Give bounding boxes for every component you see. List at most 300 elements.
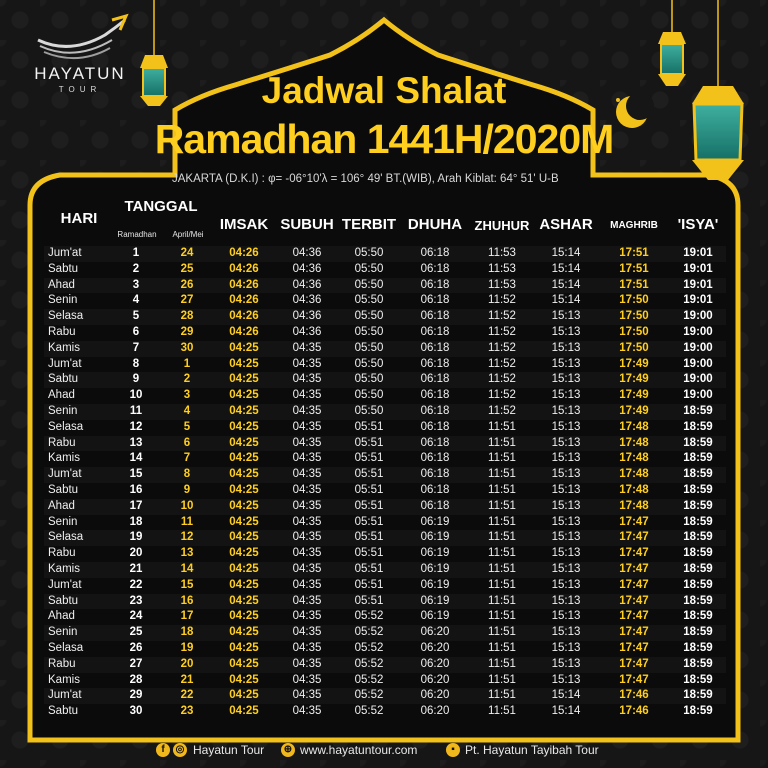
cell-maghrib: 17:49 — [619, 389, 649, 402]
cell-aprilmei: 5 — [183, 420, 191, 433]
cell-imsak: 04:25 — [229, 452, 259, 465]
table-row — [44, 325, 726, 341]
cell-ashar: 15:13 — [551, 531, 581, 544]
cell-maghrib: 17:47 — [619, 531, 649, 544]
header-terbit: TERBIT — [341, 216, 397, 233]
cell-hari: Ahad — [48, 278, 75, 291]
cell-terbit: 05:50 — [354, 405, 384, 417]
cell-zhuhur: 11:51 — [488, 563, 516, 575]
cell-imsak: 04:25 — [229, 420, 259, 433]
cell-hari: Rabu — [48, 436, 76, 449]
cell-terbit: 05:50 — [354, 262, 384, 275]
cell-ashar: 15:13 — [551, 626, 581, 639]
cell-zhuhur: 11:52 — [488, 405, 516, 417]
cell-hari: Sabtu — [48, 262, 79, 275]
cell-aprilmei: 30 — [180, 341, 194, 354]
cell-dhuha: 06:20 — [420, 673, 450, 686]
cell-ashar: 15:13 — [551, 310, 581, 323]
cell-dhuha: 06:18 — [420, 420, 450, 433]
cell-hari: Jum'at — [48, 578, 82, 591]
page-title: Jadwal Shalat — [261, 70, 507, 111]
cell-subuh: 04:36 — [292, 310, 322, 323]
cell-ramadhan: 13 — [129, 436, 143, 449]
cell-isya: 19:00 — [683, 373, 713, 386]
cell-subuh: 04:35 — [292, 436, 322, 449]
cell-dhuha: 06:18 — [420, 341, 450, 354]
cell-aprilmei: 7 — [183, 452, 191, 465]
cell-maghrib: 17:47 — [619, 578, 649, 591]
cell-hari: Ahad — [48, 610, 75, 623]
cell-isya: 18:59 — [683, 563, 713, 575]
cell-zhuhur: 11:51 — [488, 420, 516, 433]
cell-terbit: 05:50 — [354, 310, 384, 323]
cell-zhuhur: 11:53 — [488, 247, 516, 259]
cell-terbit: 05:52 — [354, 642, 384, 654]
cell-terbit: 05:51 — [354, 531, 384, 544]
table-row — [44, 578, 726, 594]
cell-subuh: 04:35 — [292, 341, 322, 354]
brand-sub: TOUR — [58, 85, 102, 94]
cell-isya: 18:59 — [683, 705, 713, 718]
cell-maghrib: 17:50 — [619, 310, 649, 323]
cell-hari: Senin — [48, 294, 78, 307]
cell-zhuhur: 11:51 — [488, 531, 516, 544]
cell-imsak: 04:25 — [229, 515, 259, 528]
table-row — [44, 357, 726, 373]
cell-maghrib: 17:50 — [619, 341, 649, 354]
instagram-icon: ◎ — [173, 743, 187, 757]
cell-aprilmei: 9 — [183, 484, 191, 496]
cell-terbit: 05:52 — [354, 657, 384, 670]
cell-ashar: 15:13 — [551, 452, 581, 465]
cell-ashar: 15:13 — [551, 468, 581, 481]
cell-imsak: 04:25 — [229, 689, 259, 702]
cell-ashar: 15:13 — [551, 515, 581, 528]
header-zhuhur: ZHUHUR — [474, 218, 530, 233]
cell-dhuha: 06:18 — [420, 484, 450, 496]
cell-isya: 18:59 — [683, 578, 713, 591]
cell-maghrib: 17:50 — [619, 294, 649, 307]
cell-subuh: 04:35 — [292, 705, 322, 718]
cell-maghrib: 17:48 — [619, 420, 649, 433]
table-row — [44, 372, 726, 388]
cell-subuh: 04:35 — [292, 626, 322, 639]
table-row — [44, 467, 726, 483]
cell-ashar: 15:13 — [551, 610, 581, 623]
cell-maghrib: 17:47 — [619, 673, 649, 686]
cell-imsak: 04:25 — [229, 626, 259, 639]
table-row — [44, 515, 726, 531]
cell-ashar: 15:14 — [551, 705, 581, 718]
cell-isya: 18:59 — [683, 531, 713, 544]
cell-dhuha: 06:18 — [420, 499, 450, 512]
cell-subuh: 04:36 — [292, 278, 322, 291]
cell-imsak: 04:25 — [229, 436, 259, 449]
cell-dhuha: 06:18 — [420, 373, 450, 386]
header-dhuha: DHUHA — [407, 216, 463, 233]
cell-ramadhan: 27 — [129, 657, 143, 670]
cell-zhuhur: 11:51 — [488, 657, 516, 670]
cell-ashar: 15:13 — [551, 484, 581, 496]
table-row — [44, 688, 726, 704]
cell-maghrib: 17:47 — [619, 515, 649, 528]
cell-ramadhan: 15 — [129, 468, 143, 481]
cell-ashar: 15:13 — [551, 547, 581, 560]
table-row — [44, 641, 726, 657]
cell-imsak: 04:26 — [229, 262, 259, 275]
cell-ashar: 15:13 — [551, 357, 581, 370]
cell-isya: 18:59 — [683, 626, 713, 639]
cell-zhuhur: 11:52 — [488, 326, 516, 338]
cell-ashar: 15:14 — [551, 278, 581, 291]
cell-isya: 18:59 — [683, 657, 713, 670]
cell-ashar: 15:13 — [551, 499, 581, 512]
cell-aprilmei: 22 — [180, 689, 194, 702]
table-row — [44, 388, 726, 404]
cell-subuh: 04:35 — [292, 468, 322, 481]
cell-imsak: 04:25 — [229, 563, 259, 575]
cell-isya: 18:59 — [683, 484, 713, 496]
cell-terbit: 05:50 — [354, 278, 384, 291]
brand-name: HAYATUN — [34, 64, 126, 83]
cell-zhuhur: 11:51 — [488, 484, 516, 496]
cell-dhuha: 06:20 — [420, 689, 450, 702]
cell-subuh: 04:35 — [292, 531, 322, 544]
cell-subuh: 04:35 — [292, 673, 322, 686]
cell-dhuha: 06:18 — [420, 468, 450, 481]
footer-social: Hayatun Tour — [193, 743, 265, 757]
cell-aprilmei: 1 — [183, 357, 191, 370]
cell-isya: 18:59 — [683, 405, 713, 417]
cell-ashar: 15:14 — [551, 294, 581, 307]
cell-zhuhur: 11:53 — [488, 262, 516, 275]
cell-dhuha: 06:18 — [420, 326, 450, 338]
cell-ashar: 15:13 — [551, 389, 581, 402]
cell-terbit: 05:52 — [354, 689, 384, 702]
cell-terbit: 05:51 — [354, 594, 384, 607]
cell-aprilmei: 28 — [180, 310, 194, 323]
cell-ramadhan: 25 — [129, 626, 143, 639]
table-row — [44, 625, 726, 641]
cell-isya: 18:59 — [683, 499, 713, 512]
globe-icon: ⊕ — [281, 743, 295, 757]
table-row — [44, 483, 726, 499]
cell-subuh: 04:35 — [292, 405, 322, 417]
cell-isya: 18:59 — [683, 515, 713, 528]
table-row — [44, 420, 726, 436]
cell-ashar: 15:13 — [551, 563, 581, 575]
cell-imsak: 04:25 — [229, 484, 259, 496]
cell-ramadhan: 20 — [129, 547, 143, 560]
cell-terbit: 05:52 — [354, 626, 384, 639]
cell-zhuhur: 11:51 — [488, 610, 516, 623]
cell-terbit: 05:51 — [354, 468, 384, 481]
cell-hari: Jum'at — [48, 689, 82, 702]
cell-terbit: 05:51 — [354, 578, 384, 591]
cell-isya: 18:59 — [683, 673, 713, 686]
cell-ramadhan: 24 — [129, 610, 143, 623]
cell-zhuhur: 11:51 — [488, 436, 516, 449]
cell-subuh: 04:36 — [292, 262, 322, 275]
cell-aprilmei: 14 — [180, 563, 194, 575]
cell-dhuha: 06:19 — [420, 515, 450, 528]
cell-ashar: 15:13 — [551, 594, 581, 607]
cell-aprilmei: 13 — [180, 547, 194, 560]
cell-imsak: 04:25 — [229, 373, 259, 386]
table-row — [44, 546, 726, 562]
cell-hari: Senin — [48, 405, 78, 417]
footer — [0, 741, 768, 763]
table-row — [44, 278, 726, 294]
cell-dhuha: 06:20 — [420, 642, 450, 654]
cell-isya: 18:59 — [683, 689, 713, 702]
cell-aprilmei: 2 — [183, 373, 191, 386]
cell-subuh: 04:36 — [292, 247, 322, 259]
table-row — [44, 309, 726, 325]
cell-isya: 18:59 — [683, 452, 713, 465]
cell-aprilmei: 6 — [183, 436, 191, 449]
cell-maghrib: 17:47 — [619, 657, 649, 670]
cell-maghrib: 17:47 — [619, 610, 649, 623]
cell-isya: 19:00 — [683, 389, 713, 402]
cell-ramadhan: 1 — [132, 247, 140, 259]
cell-hari: Rabu — [48, 326, 76, 338]
cell-maghrib: 17:47 — [619, 594, 649, 607]
location-info: JAKARTA (D.K.I) : φ= -06°10'λ = 106° 49' BT.(WIB), Arah Kiblat: 64° 51' U-B — [172, 173, 559, 185]
cell-ramadhan: 10 — [129, 389, 143, 402]
cell-hari: Kamis — [48, 452, 80, 465]
cell-dhuha: 06:19 — [420, 594, 450, 607]
table-row — [44, 436, 726, 452]
cell-hari: Ahad — [48, 499, 75, 512]
cell-zhuhur: 11:51 — [488, 468, 516, 481]
cell-hari: Rabu — [48, 547, 76, 560]
cell-maghrib: 17:51 — [619, 247, 649, 259]
cell-hari: Jum'at — [48, 357, 82, 370]
cell-hari: Kamis — [48, 563, 80, 575]
cell-subuh: 04:35 — [292, 499, 322, 512]
cell-terbit: 05:51 — [354, 563, 384, 575]
header-ashar: ASHAR — [539, 216, 593, 233]
cell-ashar: 15:13 — [551, 326, 581, 338]
cell-dhuha: 06:20 — [420, 626, 450, 639]
cell-imsak: 04:26 — [229, 247, 259, 259]
cell-imsak: 04:25 — [229, 594, 259, 607]
cell-dhuha: 06:18 — [420, 310, 450, 323]
cell-aprilmei: 29 — [180, 326, 194, 338]
cell-isya: 19:00 — [683, 341, 713, 354]
cell-imsak: 04:25 — [229, 673, 259, 686]
cell-terbit: 05:50 — [354, 389, 384, 402]
cell-zhuhur: 11:52 — [488, 357, 516, 370]
cell-isya: 18:59 — [683, 594, 713, 607]
cell-ramadhan: 23 — [129, 594, 143, 607]
cell-isya: 19:01 — [683, 278, 713, 291]
cell-ramadhan: 29 — [129, 689, 143, 702]
cell-zhuhur: 11:51 — [488, 689, 516, 702]
cell-aprilmei: 23 — [180, 705, 194, 718]
cell-isya: 18:59 — [683, 642, 713, 654]
cell-hari: Jum'at — [48, 247, 82, 259]
cell-dhuha: 06:20 — [420, 705, 450, 718]
table-row — [44, 657, 726, 673]
cell-dhuha: 06:20 — [420, 657, 450, 670]
cell-subuh: 04:35 — [292, 563, 322, 575]
cell-zhuhur: 11:51 — [488, 515, 516, 528]
cell-aprilmei: 15 — [180, 578, 194, 591]
cell-zhuhur: 11:52 — [488, 310, 516, 323]
cell-terbit: 05:52 — [354, 705, 384, 718]
cell-ramadhan: 19 — [129, 531, 143, 544]
table-row — [44, 293, 726, 309]
cell-aprilmei: 18 — [180, 626, 194, 639]
table-row — [44, 609, 726, 625]
cell-imsak: 04:25 — [229, 657, 259, 670]
cell-imsak: 04:26 — [229, 294, 259, 307]
cell-imsak: 04:26 — [229, 326, 259, 338]
cell-maghrib: 17:49 — [619, 373, 649, 386]
cell-imsak: 04:25 — [229, 357, 259, 370]
cell-zhuhur: 11:51 — [488, 705, 516, 718]
cell-imsak: 04:25 — [229, 531, 259, 544]
cell-isya: 19:00 — [683, 310, 713, 323]
cell-zhuhur: 11:51 — [488, 452, 516, 465]
cell-terbit: 05:51 — [354, 420, 384, 433]
cell-subuh: 04:35 — [292, 357, 322, 370]
cell-aprilmei: 3 — [183, 389, 191, 402]
header-maghrib: MAGHRIB — [610, 220, 658, 231]
cell-maghrib: 17:47 — [619, 563, 649, 575]
cell-ashar: 15:13 — [551, 657, 581, 670]
cell-ramadhan: 4 — [132, 294, 140, 307]
cell-ramadhan: 5 — [132, 310, 140, 323]
cell-imsak: 04:26 — [229, 278, 259, 291]
cell-zhuhur: 11:51 — [488, 499, 516, 512]
cell-subuh: 04:35 — [292, 373, 322, 386]
cell-subuh: 04:35 — [292, 420, 322, 433]
cell-ashar: 15:14 — [551, 262, 581, 275]
cell-ashar: 15:13 — [551, 373, 581, 386]
cell-terbit: 05:50 — [354, 294, 384, 307]
cell-terbit: 05:52 — [354, 610, 384, 623]
cell-ramadhan: 30 — [129, 705, 143, 718]
cell-terbit: 05:51 — [354, 515, 384, 528]
cell-imsak: 04:25 — [229, 610, 259, 623]
cell-subuh: 04:36 — [292, 326, 322, 338]
cell-subuh: 04:35 — [292, 689, 322, 702]
table-row — [44, 704, 726, 720]
cell-isya: 18:59 — [683, 468, 713, 481]
cell-subuh: 04:36 — [292, 294, 322, 307]
cell-terbit: 05:51 — [354, 499, 384, 512]
cell-zhuhur: 11:51 — [488, 642, 516, 654]
cell-zhuhur: 11:52 — [488, 389, 516, 402]
cell-isya: 18:59 — [683, 436, 713, 449]
cell-hari: Selasa — [48, 310, 84, 323]
cell-maghrib: 17:48 — [619, 468, 649, 481]
cell-maghrib: 17:48 — [619, 452, 649, 465]
cell-zhuhur: 11:51 — [488, 673, 516, 686]
facebook-icon: f — [156, 743, 170, 757]
cell-dhuha: 06:19 — [420, 531, 450, 544]
cell-subuh: 04:35 — [292, 642, 322, 654]
cell-terbit: 05:50 — [354, 373, 384, 386]
cell-imsak: 04:25 — [229, 341, 259, 354]
cell-aprilmei: 24 — [180, 247, 194, 259]
cell-dhuha: 06:18 — [420, 278, 450, 291]
cell-terbit: 05:50 — [354, 341, 384, 354]
cell-zhuhur: 11:51 — [488, 578, 516, 591]
cell-hari: Senin — [48, 626, 78, 639]
cell-zhuhur: 11:52 — [488, 373, 516, 386]
cell-zhuhur: 11:51 — [488, 626, 516, 639]
cell-imsak: 04:25 — [229, 578, 259, 591]
cell-dhuha: 06:19 — [420, 610, 450, 623]
cell-maghrib: 17:48 — [619, 499, 649, 512]
cell-hari: Kamis — [48, 673, 80, 686]
cell-isya: 19:01 — [683, 262, 713, 275]
footer-company: Pt. Hayatun Tayibah Tour — [465, 743, 599, 757]
cell-ramadhan: 18 — [129, 515, 143, 528]
cell-terbit: 05:51 — [354, 547, 384, 560]
cell-hari: Selasa — [48, 642, 84, 654]
cell-isya: 18:59 — [683, 420, 713, 433]
cell-isya: 19:01 — [683, 247, 713, 259]
cell-subuh: 04:35 — [292, 594, 322, 607]
cell-ramadhan: 2 — [132, 262, 140, 275]
cell-ashar: 15:13 — [551, 436, 581, 449]
cell-subuh: 04:35 — [292, 452, 322, 465]
cell-ramadhan: 6 — [132, 326, 140, 338]
cell-terbit: 05:50 — [354, 326, 384, 338]
cell-maghrib: 17:46 — [619, 689, 649, 702]
cell-imsak: 04:25 — [229, 499, 259, 512]
cell-dhuha: 06:19 — [420, 578, 450, 591]
table-row — [44, 451, 726, 467]
cell-dhuha: 06:19 — [420, 563, 450, 575]
cell-subuh: 04:35 — [292, 484, 322, 496]
cell-maghrib: 17:51 — [619, 278, 649, 291]
cell-maghrib: 17:47 — [619, 547, 649, 560]
cell-hari: Sabtu — [48, 705, 79, 718]
cell-subuh: 04:35 — [292, 657, 322, 670]
cell-zhuhur: 11:51 — [488, 594, 516, 607]
cell-ashar: 15:14 — [551, 247, 581, 259]
cell-dhuha: 06:18 — [420, 389, 450, 402]
cell-ramadhan: 8 — [132, 357, 140, 370]
cell-maghrib: 17:49 — [619, 357, 649, 370]
cell-zhuhur: 11:52 — [488, 294, 516, 307]
cell-aprilmei: 27 — [180, 294, 194, 307]
cell-terbit: 05:50 — [354, 247, 384, 259]
table-row — [44, 246, 726, 262]
cell-dhuha: 06:18 — [420, 247, 450, 259]
cell-ramadhan: 16 — [129, 484, 143, 496]
cell-ramadhan: 9 — [132, 373, 140, 386]
cell-imsak: 04:26 — [229, 310, 259, 323]
building-icon: ▪ — [446, 743, 460, 757]
cell-zhuhur: 11:51 — [488, 547, 516, 560]
cell-ashar: 15:13 — [551, 642, 581, 654]
cell-ramadhan: 7 — [132, 341, 140, 354]
cell-dhuha: 06:18 — [420, 294, 450, 307]
cell-dhuha: 06:18 — [420, 405, 450, 417]
cell-terbit: 05:51 — [354, 452, 384, 465]
table-row — [44, 404, 726, 420]
cell-ramadhan: 22 — [129, 578, 143, 591]
cell-aprilmei: 8 — [183, 468, 191, 481]
cell-ramadhan: 17 — [129, 499, 143, 512]
